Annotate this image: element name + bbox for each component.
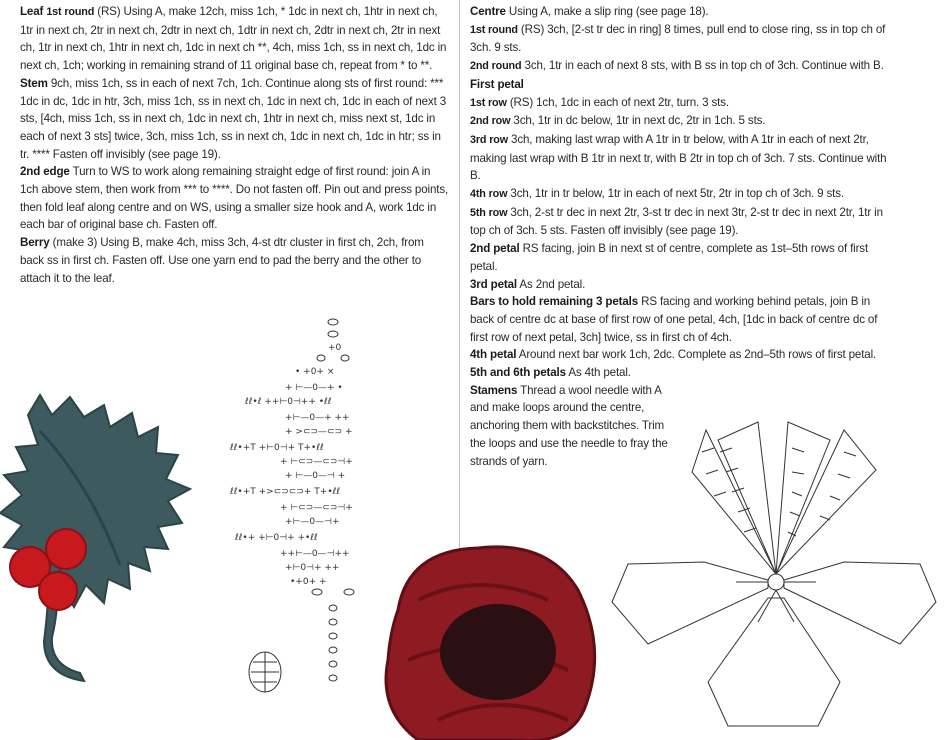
holly-leaf-instructions xyxy=(20,3,450,287)
fourth-petal-text: Around next bar work 1ch, 2dc. Complete as 2nd–5th rows of first petal. xyxy=(518,348,877,362)
stem-text: 9ch, miss 1ch, ss in each of next 7ch, 1ch. Continue along sts of first round: *** 1dc in dc, 1dc in htr, 3ch, miss 1ch, ss in next ch, 1dc in next ch, 1dc in each of next 3 sts, [4ch, miss 1ch, ss in next ch, 1dc in next ch, 1htr in next ch, miss next st, 1dc in each of next 3 sts] twice, 3ch, miss 1ch, ss in next ch, 1dc in next ch, 1dc in htr; ss in tr. **** Fasten off invisibly (see page 19). xyxy=(20,76,447,161)
svg-text:+⊢—0—⊣+: +⊢—0—⊣+ xyxy=(285,517,340,527)
edge-heading: 2nd edge xyxy=(20,165,70,179)
second-petal-heading: 2nd petal xyxy=(470,242,520,256)
fifth-sixth-section xyxy=(470,364,890,382)
petal-row-1 xyxy=(470,94,890,113)
svg-text:+ ⊢⊂⊃—⊂⊃⊣+: + ⊢⊂⊃—⊂⊃⊣+ xyxy=(280,457,353,467)
holly-leaf-photo xyxy=(0,375,215,695)
svg-text:+ ⊢—0—⊣ +: + ⊢—0—⊣ + xyxy=(285,471,346,481)
svg-text:ℓℓ•+ +⊢0⊣+ +•ℓℓ: ℓℓ•+ +⊢0⊣+ +•ℓℓ xyxy=(235,533,318,543)
svg-text:+ ⊢—0—+ •: + ⊢—0—+ • xyxy=(285,383,343,393)
chart-centre-ring xyxy=(768,574,784,590)
berry xyxy=(46,529,86,569)
svg-text:+0: +0 xyxy=(328,343,342,353)
svg-text:+⊢—0—+ ++: +⊢—0—+ ++ xyxy=(285,413,350,423)
centre-section xyxy=(470,3,890,21)
svg-text:ℓℓ•ℓ ++⊢0⊣++ •ℓℓ: ℓℓ•ℓ ++⊢0⊣++ •ℓℓ xyxy=(245,397,332,407)
bars-section xyxy=(470,293,890,346)
stem-heading: Stem xyxy=(20,76,48,90)
petal-row-3 xyxy=(470,131,890,185)
svg-text:+ >⊂⊃—⊂⊃ +: + >⊂⊃—⊂⊃ + xyxy=(285,427,353,437)
centre-round-2-label: 2nd round xyxy=(470,60,522,73)
poppy-photo xyxy=(378,540,603,740)
fourth-petal-heading: 4th petal xyxy=(470,348,517,362)
petal-row-label: 4th row xyxy=(470,188,508,201)
berry-section xyxy=(20,234,450,287)
svg-text:+ ⊢⊂⊃—⊂⊃⊣+: + ⊢⊂⊃—⊂⊃⊣+ xyxy=(280,503,353,513)
centre-round-2 xyxy=(470,57,890,76)
outer-petal-outline xyxy=(612,562,768,644)
petal-row-text: 3ch, 1tr in tr below, 1tr in each of next 5tr, 2tr in top ch of 3ch. 9 sts. xyxy=(510,187,844,201)
svg-text:•+0+ +: •+0+ + xyxy=(290,577,327,587)
leaf-text: (RS) Using A, make 12ch, miss 1ch, * 1dc in next ch, 1htr in next ch, 1tr in next ch, 2tr in next ch, 2dtr in next ch, 1dtr in next ch, 2dtr in next ch, 2tr in next ch, 1tr in next ch, 1htr in next ch, 1dc in next ch **, 4ch, miss 1ch, ss in next ch, 1dc in next ch, 1ch; working in remaining strand of 11 original base ch, repeat from * to **. xyxy=(20,5,447,73)
stem-section xyxy=(20,75,450,164)
second-petal-text: RS facing, join B in next st of centre, complete as 1st–5th rows of first petal. xyxy=(470,242,869,273)
centre-text: Using A, make a slip ring (see page 18). xyxy=(508,5,709,18)
petal-row-2 xyxy=(470,112,890,131)
petal-row-label: 1st row xyxy=(470,96,507,109)
petal-row-text: (RS) 1ch, 1dc in each of next 2tr, turn. 3 sts. xyxy=(509,95,729,109)
berry xyxy=(39,572,77,610)
leaf-heading: Leaf xyxy=(20,5,44,18)
centre-heading: Centre xyxy=(470,5,506,18)
third-petal-heading: 3rd petal xyxy=(470,277,517,291)
svg-text:ℓℓ•+T +>⊂⊃⊂⊃+ T+•ℓℓ: ℓℓ•+T +>⊂⊃⊂⊃+ T+•ℓℓ xyxy=(230,487,341,497)
bars-heading: Bars to hold remaining 3 petals xyxy=(470,295,639,309)
leaf-section xyxy=(20,3,450,75)
edge-section xyxy=(20,163,450,234)
stamens-heading: Stamens xyxy=(470,383,518,397)
poppy-crochet-chart xyxy=(608,412,940,732)
centre-round-2-text: 3ch, 1tr in each of next 8 sts, with B ss in top ch of 3ch. Continue with B. xyxy=(524,59,884,73)
petal-row-5 xyxy=(470,204,890,240)
leaf-round-label: 1st round xyxy=(46,6,95,18)
third-petal-text: As 2nd petal. xyxy=(519,277,586,291)
svg-text:+⊢0⊣+ ++: +⊢0⊣+ ++ xyxy=(285,563,340,573)
poppy-instructions xyxy=(470,3,890,470)
edge-text: Turn to WS to work along remaining straight edge of first round: join A in 1ch above stem, then work from *** to ****. Do not fasten off. Pin out and press points, then fold leaf along centre and on WS, using a smaller size hook and A, work 1dc in each bar of original base ch. Fasten off. xyxy=(20,165,449,232)
fifth-sixth-heading: 5th and 6th petals xyxy=(470,366,566,380)
centre-round-1-label: 1st round xyxy=(470,23,518,36)
third-petal-section xyxy=(470,276,890,294)
fourth-petal-section xyxy=(470,346,890,364)
svg-text:ℓℓ•+T +⊢0⊣+ T+•ℓℓ: ℓℓ•+T +⊢0⊣+ T+•ℓℓ xyxy=(230,443,324,453)
petal-row-4 xyxy=(470,185,890,204)
second-petal-section xyxy=(470,240,890,275)
stamens-text: Thread a wool needle with A and make loops around the centre, anchoring them with backstitches. Trim the loops and use the needle to fray the strands of yarn. xyxy=(470,383,668,468)
svg-text:• +0+ ×: • +0+ × xyxy=(295,367,335,377)
petal-row-label: 2nd row xyxy=(470,115,511,128)
petal-row-text: 3ch, making last wrap with A 1tr in tr below, with A 1tr in each of next 2tr, making last wrap with B 1tr in next tr, with B 2tr in top ch of 3ch. 7 sts. Continue with B. xyxy=(470,132,887,183)
berry-heading: Berry xyxy=(20,236,50,250)
outer-petal-outline xyxy=(708,598,840,726)
svg-text:++⊢—0—⊣++: ++⊢—0—⊣++ xyxy=(280,549,350,559)
petal-row-text: 3ch, 1tr in dc below, 1tr in next dc, 2tr in 1ch. 5 sts. xyxy=(513,114,766,128)
fifth-sixth-text: As 4th petal. xyxy=(568,366,631,380)
petal-row-label: 3rd row xyxy=(470,133,508,146)
bars-text: RS facing and working behind petals, join B in back of centre dc at base of first row of one petal, 4ch, [1dc in back of centre dc of first row of next petal, 3ch] twice, ss in first ch of 4ch. xyxy=(470,295,878,344)
centre-round-1-text: (RS) 3ch, [2-st tr dec in ring] 8 times, pull end to close ring, ss in top ch of 3ch. 9 sts. xyxy=(470,22,886,55)
berry-text: (make 3) Using B, make 4ch, miss 3ch, 4-st dtr cluster in first ch, 2ch, from back ss in first ch. Fasten off. Use one yarn end to pad the berry and the other to attach it to the leaf. xyxy=(20,236,424,285)
petal-row-label: 5th row xyxy=(470,206,508,219)
centre-round-1 xyxy=(470,21,890,57)
petal-row-text: 3ch, 2-st tr dec in next 2tr, 3-st tr dec in next 3tr, 2-st tr dec in next 2tr, 1tr in top ch of 3ch. 5 sts. Fasten off invisibly (see page 19). xyxy=(470,205,883,238)
first-petal-heading: First petal xyxy=(470,77,524,91)
poppy-centre xyxy=(440,604,556,700)
